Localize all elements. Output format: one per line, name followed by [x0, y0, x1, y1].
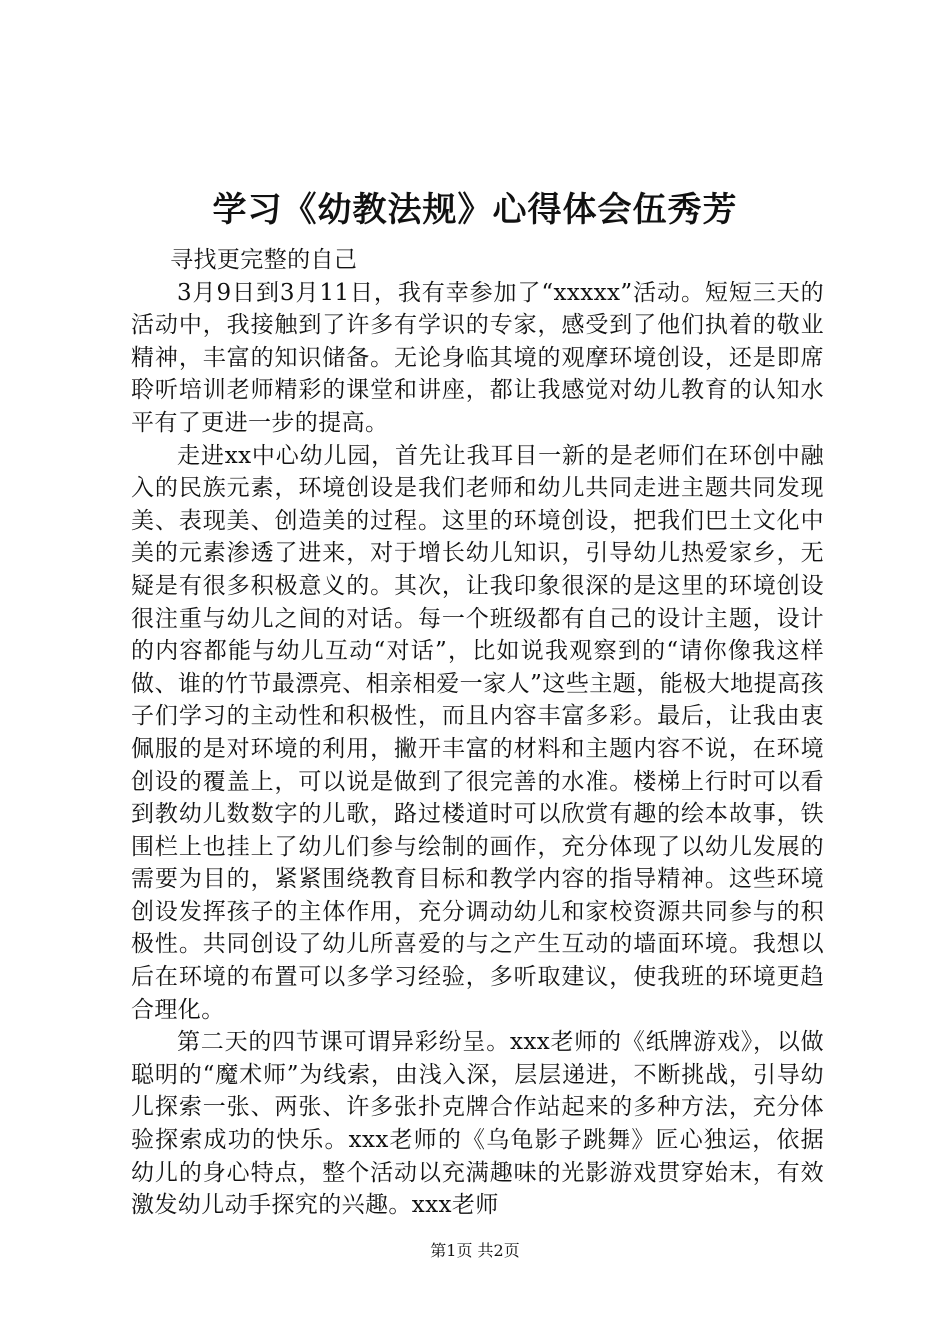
paragraph-3: 第二天的四节课可谓异彩纷呈。xxx老师的《纸牌游戏》，以做聪明的“魔术师”为线索，由浅入深，层层递进，不断挑战，引导幼儿探索一张、两张、许多张扑克牌合作站起来的多种方法，充分体验探索成功的快乐。xxx老师的《乌龟影子跳舞》匠心独运，依据幼儿的身心特点，整个活动以充满趣味的光影游戏贯穿始末，有效激发幼儿动手探究的兴趣。xxx老师 [131, 1029, 824, 1219]
paragraph-2: 走进xx中心幼儿园，首先让我耳目一新的是老师们在环创中融入的民族元素，环境创设是我们老师和幼儿共同走进主题共同发现美、表现美、创造美的过程。这里的环境创设，把我们巴土文化中美的元素渗透了进来，对于增长幼儿知识，引导幼儿热爱家乡，无疑是有很多积极意义的。其次，让我印象很深的是这里的环境创设很注重与幼儿之间的对话。每一个班级都有自己的设计主题，设计的内容都能与幼儿互动“对话”，比如说我观察到的“请你像我这样做、谁的竹节最漂亮、相亲相爱一家人”这些主题，能极大地提高孩子们学习的主动性和积极性，而且内容丰富多彩。最后，让我由衷佩服的是对环境的利用，撇开丰富的材料和主题内容不说，在环境创设的覆盖上，可以说是做到了很完善的水准。楼梯上行时可以看到教幼儿数数字的儿歌，路过楼道时可以欣赏有趣的绘本故事，铁围栏上也挂上了幼儿们参与绘制的画作，充分体现了以幼儿发展的需要为目的，紧紧围绕教育目标和教学内容的指导精神。这些环境创设发挥孩子的主体作用，充分调动幼儿和家校资源共同参与的积极性。共同创设了幼儿所喜爱的与之产生互动的墙面环境。我想以后在环境的布置可以多学习经验，多听取建议，使我班的环境更趋合理化。 [131, 442, 824, 1023]
document-body [131, 244, 824, 1222]
document-subtitle: 寻找更完整的自己 [170, 247, 358, 273]
document-title: 学习《幼教法规》心得体会伍秀芳 [212, 190, 738, 230]
page-number: 第1页 共2页 [430, 1241, 520, 1260]
paragraph-1: 3月9日到3月11日，我有幸参加了“xxxxx”活动。短短三天的活动中，我接触到了许多有学识的专家，感受到了他们执着的敬业精神，丰富的知识储备。无论身临其境的观摩环境创设，还是即席聆听培训老师精彩的课堂和讲座，都让我感觉对幼儿教育的认知水平有了更进一步的提高。 [131, 279, 824, 436]
page-footer [0, 1240, 950, 1262]
